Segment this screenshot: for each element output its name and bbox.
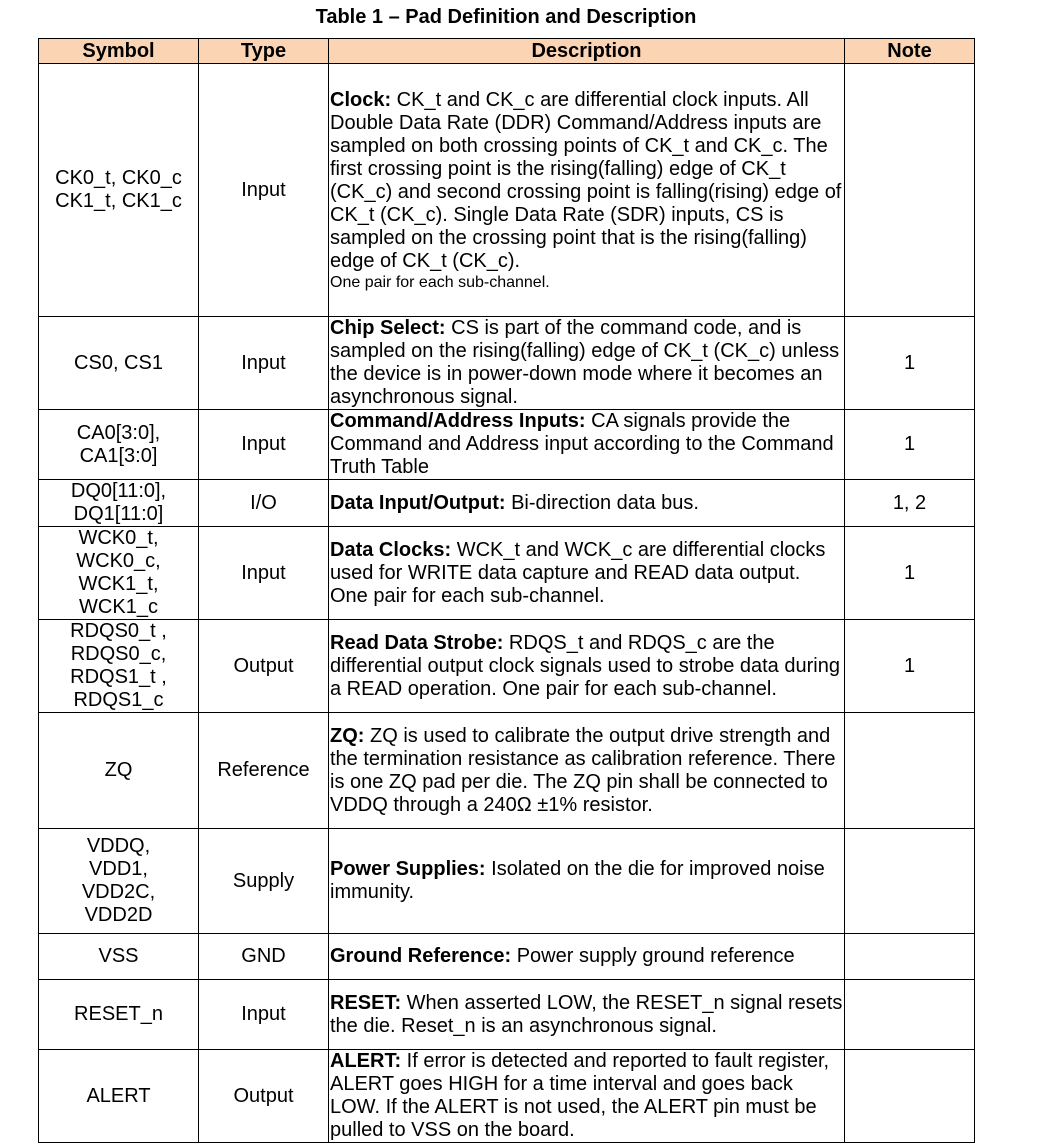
cell-note xyxy=(845,1050,975,1143)
symbol-line: WCK1_c xyxy=(79,596,158,618)
cell-description xyxy=(329,64,845,317)
cell-description xyxy=(329,410,845,480)
description-text: Isolated on the die for improved noise immunity. xyxy=(330,858,825,903)
symbol-line: VDD1, xyxy=(89,858,148,880)
symbol-line: RDQS1_c xyxy=(73,689,164,711)
cell-type: Supply xyxy=(199,829,329,934)
symbol-line: CS0, CS1 xyxy=(74,351,163,374)
cell-symbol xyxy=(39,480,199,527)
table-row xyxy=(39,934,975,980)
header-description: Description xyxy=(329,39,845,64)
cell-symbol xyxy=(39,1050,199,1143)
description-title: RESET: xyxy=(330,991,402,1014)
cell-symbol xyxy=(39,934,199,980)
description-text: WCK_t and WCK_c are differential clocks used for WRITE data capture and READ data output. One pair for each sub-channel. xyxy=(330,538,826,607)
symbol-line: DQ0[11:0], xyxy=(70,480,167,502)
cell-description xyxy=(329,480,845,527)
symbol-line: RDQS0_t , xyxy=(70,620,167,642)
symbol-line: VDD2C, xyxy=(81,881,156,903)
cell-symbol xyxy=(39,620,199,713)
table-row xyxy=(39,713,975,829)
header-note: Note xyxy=(845,39,975,64)
symbol-line: WCK0_t, xyxy=(78,527,159,549)
cell-type: Reference xyxy=(199,713,329,829)
table-row xyxy=(39,317,975,410)
symbol-line: VSS xyxy=(98,945,139,967)
symbol-line: WCK0_c, xyxy=(76,550,161,572)
symbol-line: VDDQ, xyxy=(86,835,151,857)
symbol-line: CK0_t, CK0_c xyxy=(55,167,182,189)
description-extra: One pair for each sub-channel. xyxy=(330,273,550,291)
description-text: CA signals provide the Command and Address input according to the Command Truth Table xyxy=(330,410,834,478)
cell-description xyxy=(329,934,845,980)
description-title: Command/Address Inputs: xyxy=(330,410,586,432)
cell-description xyxy=(329,527,845,620)
description-text: When asserted LOW, the RESET_n signal resets the die. Reset_n is an asynchronous signal. xyxy=(330,991,843,1037)
description-title: ALERT: xyxy=(330,1050,402,1072)
description-title: ZQ: xyxy=(330,724,365,747)
cell-type: Input xyxy=(199,410,329,480)
cell-symbol xyxy=(39,527,199,620)
cell-type: Input xyxy=(199,64,329,317)
description-title: Ground Reference: xyxy=(330,945,512,967)
symbol-line: RESET_n xyxy=(74,1003,163,1025)
cell-description xyxy=(329,620,845,713)
symbol-line: CK1_t, CK1_c xyxy=(55,190,182,212)
description-title: Data Input/Output: xyxy=(330,491,506,514)
header-type: Type xyxy=(199,39,329,64)
symbol-line: WCK1_t, xyxy=(78,573,159,595)
symbol-line: VDD2D xyxy=(84,904,153,926)
cell-type: Output xyxy=(199,1050,329,1143)
cell-type: Output xyxy=(199,620,329,713)
table-row xyxy=(39,829,975,934)
description-text: Power supply ground reference xyxy=(511,945,795,967)
table-row xyxy=(39,410,975,480)
cell-note: 1 xyxy=(845,317,975,410)
table-body xyxy=(39,64,975,1143)
description-title: Read Data Strobe: xyxy=(330,631,504,654)
cell-note: 1 xyxy=(845,527,975,620)
description-text: CS is part of the command code, and is sampled on the rising(falling) edge of CK_t (CK_c) unless the device is in power-down mode where it becomes an asynchronous signal. xyxy=(330,317,840,408)
header-symbol: Symbol xyxy=(39,39,199,64)
symbol-line: RDQS1_t , xyxy=(70,666,167,688)
table-caption: Table 1 – Pad Definition and Description xyxy=(315,6,697,28)
cell-description xyxy=(329,829,845,934)
description-text: CK_t and CK_c are differential clock inputs. All Double Data Rate (DDR) Command/Address inputs are sampled on both crossing points of CK_t and CK_c. The first crossing point is the rising(falling) edge of CK_t (CK_c) and second crossing point is falling(rising) edge of CK_t (CK_c). Single Data Rate (SDR) inputs, CS is sampled on the crossing point that is the rising(falling) edge of CK_t (CK_c). xyxy=(330,88,842,272)
cell-note xyxy=(845,713,975,829)
cell-symbol xyxy=(39,64,199,317)
cell-type: Input xyxy=(199,317,329,410)
description-title: Data Clocks: xyxy=(330,538,452,561)
table-row xyxy=(39,527,975,620)
symbol-line: CA0[3:0], xyxy=(76,421,161,444)
cell-description xyxy=(329,980,845,1050)
pad-definition-table xyxy=(38,38,975,1143)
description-title: Clock: xyxy=(330,88,392,111)
description-title: Chip Select: xyxy=(330,317,446,339)
description-text: If error is detected and reported to fault register, ALERT goes HIGH for a time interval and goes back LOW. If the ALERT is not used, the ALERT pin must be pulled to VSS on the board. xyxy=(330,1050,830,1141)
cell-description xyxy=(329,317,845,410)
cell-symbol xyxy=(39,980,199,1050)
description-text: ZQ is used to calibrate the output drive strength and the termination resistance as calibration reference. There is one ZQ pad per die. The ZQ pin shall be connected to VDDQ through a 240Ω ±1% resistor. xyxy=(330,724,836,816)
symbol-line: DQ1[11:0] xyxy=(73,503,164,525)
table-row xyxy=(39,620,975,713)
cell-note xyxy=(845,980,975,1050)
symbol-line: ALERT xyxy=(86,1084,151,1107)
cell-description xyxy=(329,1050,845,1143)
cell-note xyxy=(845,64,975,317)
cell-description xyxy=(329,713,845,829)
cell-symbol xyxy=(39,829,199,934)
table-row xyxy=(39,64,975,317)
cell-note: 1 xyxy=(845,410,975,480)
cell-note: 1, 2 xyxy=(845,480,975,527)
table-row xyxy=(39,980,975,1050)
cell-note xyxy=(845,829,975,934)
cell-symbol xyxy=(39,317,199,410)
description-text: RDQS_t and RDQS_c are the differential output clock signals used to strobe data during a READ operation. One pair for each sub-channel. xyxy=(330,631,840,700)
symbol-line: ZQ xyxy=(104,759,133,781)
cell-type: Input xyxy=(199,980,329,1050)
cell-note xyxy=(845,934,975,980)
description-title: Power Supplies: xyxy=(330,858,486,880)
table-row xyxy=(39,480,975,527)
header-row xyxy=(39,39,975,64)
cell-type: Input xyxy=(199,527,329,620)
cell-symbol xyxy=(39,410,199,480)
symbol-line: CA1[3:0] xyxy=(79,444,158,467)
cell-type: GND xyxy=(199,934,329,980)
cell-note: 1 xyxy=(845,620,975,713)
cell-symbol xyxy=(39,713,199,829)
symbol-line: RDQS0_c, xyxy=(70,643,167,665)
table-row xyxy=(39,1050,975,1143)
description-text: Bi-direction data bus. xyxy=(505,491,699,514)
cell-type: I/O xyxy=(199,480,329,527)
